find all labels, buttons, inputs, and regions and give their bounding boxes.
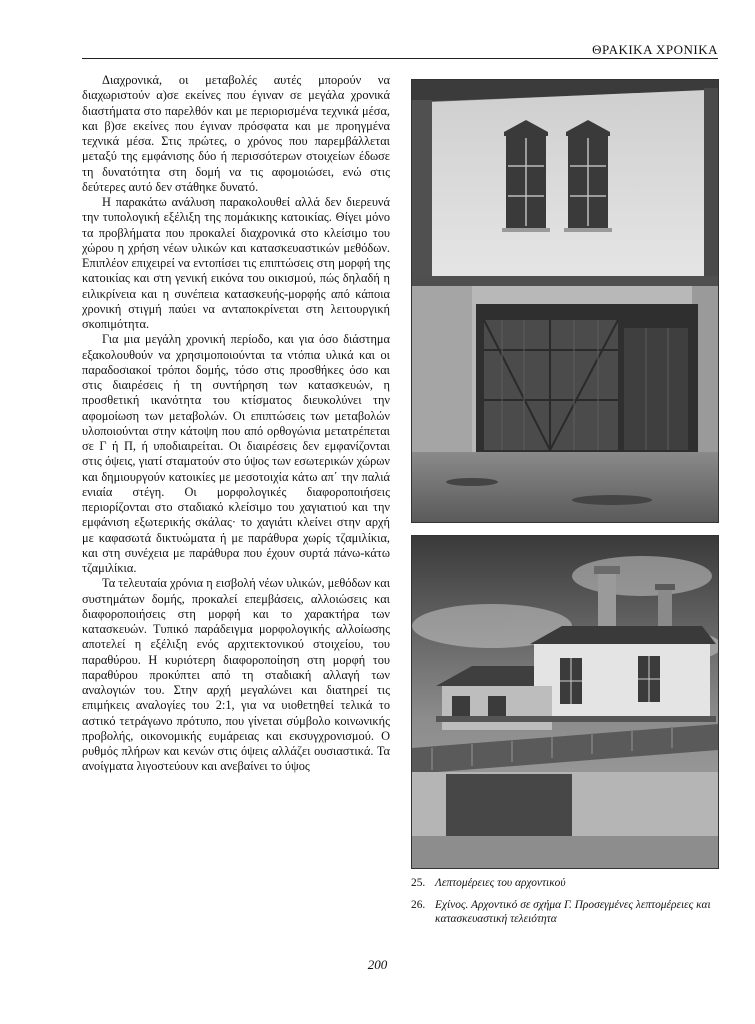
house-gate-photo-icon (412, 80, 718, 522)
figure-captions (411, 876, 717, 926)
paragraph-1: Διαχρονικά, οι μεταβολές αυτές μπορούν να διαχωριστούν α)σε εκείνες που έγιναν σε μεγάλα χρονικά διαστήματα στο παρελθόν και με περιορισμένα τεχνικά μέσα, και β)σε εκείνες που έγιναν πρόσφατα και με προηγμένα τεχνικά μέσα. Στις πρώτες, ο χρόνος που παρεμβάλλεται μεταξύ της εμφάνισης δύο ή περισσότερων στοιχείων έδωσε τη δυνατότητα στη δομή να τις αφομοιώσει, ενώ στις δεύτερες αυτό δεν στάθηκε δυνατό. (82, 73, 390, 194)
caption-text: Εχίνος. Αρχοντικό σε σχήμα Γ. Προσεγμένες λεπτομέρειες και κατασκευαστική τελειότητα (435, 899, 711, 925)
caption-figure-25 (411, 876, 717, 890)
caption-number: 25. (411, 877, 426, 889)
paragraph-3: Για μια μεγάλη χρονική περίοδο, και για όσο διάστημα εξακολουθούν να χρησιμοποιούνται τα ντόπια υλικά και οι παραδοσιακοί τρόποι δομής, τόσο στις προσθήκες όσο και στις διαιρέσεις ή τη συντήρηση των κατασκευών, η προσθετική ικανότητα του κτίσματος διευκολύνει την αφομοίωση των μεταβολών. Οι επιπτώσεις των μεταβολών υλοποιούνται στην κάτοψη που από ορθογώνια μετατρέπεται σε Γ ή Π, ή υποδιαιρείται. Οι διαιρέσεις δεν εμφανίζονται στις όψεις, γιατί σταματούν στο ύψος των εσωτερικών χώρων και δημιουργούν κατοικίες με μεσοτοιχία κάτω απ΄ την παλιά ενιαία στέγη. Οι μορφολογικές διαφοροποιήσεις περιορίζονται στο σταδιακό κλείσιμο του χαγιατιού και την εμφάνιση εξωτερικής σκάλας· το χαγιάτι κλείνει στην αρχή με καφασωτά δικτυώματα ή με παράθυρα χωρίς τζαμιλίκια, και στη συνέχεια με παράθυρα που έχουν συρτά πάνω-κάτω τζαμιλίκια. (82, 332, 390, 575)
caption-figure-26 (411, 898, 717, 926)
figure-26-photo (411, 535, 719, 869)
body-text-column (82, 73, 390, 775)
running-head: ΘΡΑΚΙΚΑ ΧΡΟΝΙΚΑ (592, 42, 718, 57)
header-rule (82, 58, 718, 59)
caption-text: Λεπτομέρειες του αρχοντικού (435, 877, 566, 889)
figure-25-photo (411, 79, 719, 523)
page-number: 200 (367, 957, 388, 972)
paragraph-2: Η παρακάτω ανάλυση παρακολουθεί αλλά δεν διερευνά την τυπολογική εξέλιξη της πομάκικης κατοικίας. Θίγει μόνο τα προβλήματα που προκαλεί διαχρονικά στο κλείσιμο του χώρου η χρήση νέων υλικών και κατασκευαστικών μεθόδων. Επιπλέον επιχειρεί να εντοπίσει τις επιπτώσεις στη μορφή της κατοικίας και στη γενική εικόνα του οικισμού, πώς δηλαδή η ειλικρίνεια και η συνέπεια κατασκευής-μορφής από κάποια χρονική στιγμή παύει να ανταποκρίνεται στη λειτουργική σκοπιμότητα. (82, 195, 390, 331)
paragraph-4: Τα τελευταία χρόνια η εισβολή νέων υλικών, μεθόδων και συστημάτων δομής, προκαλεί επεμβάσεις, αλλοιώσεις και διαφοροποιήσεις στη μορφή και το χαρακτήρα των κατασκευών. Τυπικό παράδειγμα μορφολογικής αλλοίωσης αποτελεί η εξέλιξη ενός αρχιτεκτονικού στοιχείου, του παραθύρου. Η κυριότερη διαφοροποίηση στη μορφή του παραθύρου προκύπτει από τη σταδιακή αλλαγή των αναλογιών του. Στην αρχή μεγαλώνει και διατηρεί τις επιμήκεις αναλογίες του 2:1, για να υιοθετηθεί τελικά το αστικό τετράγωνο πρότυπο, που γίνεται σύμβολο κοινωνικής προβολής, οικονομικής ευμάρειας και εκσυγχρονισμού. Ο ρυθμός πλήρων και κενών στις όψεις αλλάζει ουσιαστικά. Τα ανοίγματα λιγοστεύουν και ανεβαίνει το ύψος (82, 576, 391, 774)
house-chimneys-photo-icon (412, 536, 718, 868)
caption-number: 26. (411, 899, 426, 911)
